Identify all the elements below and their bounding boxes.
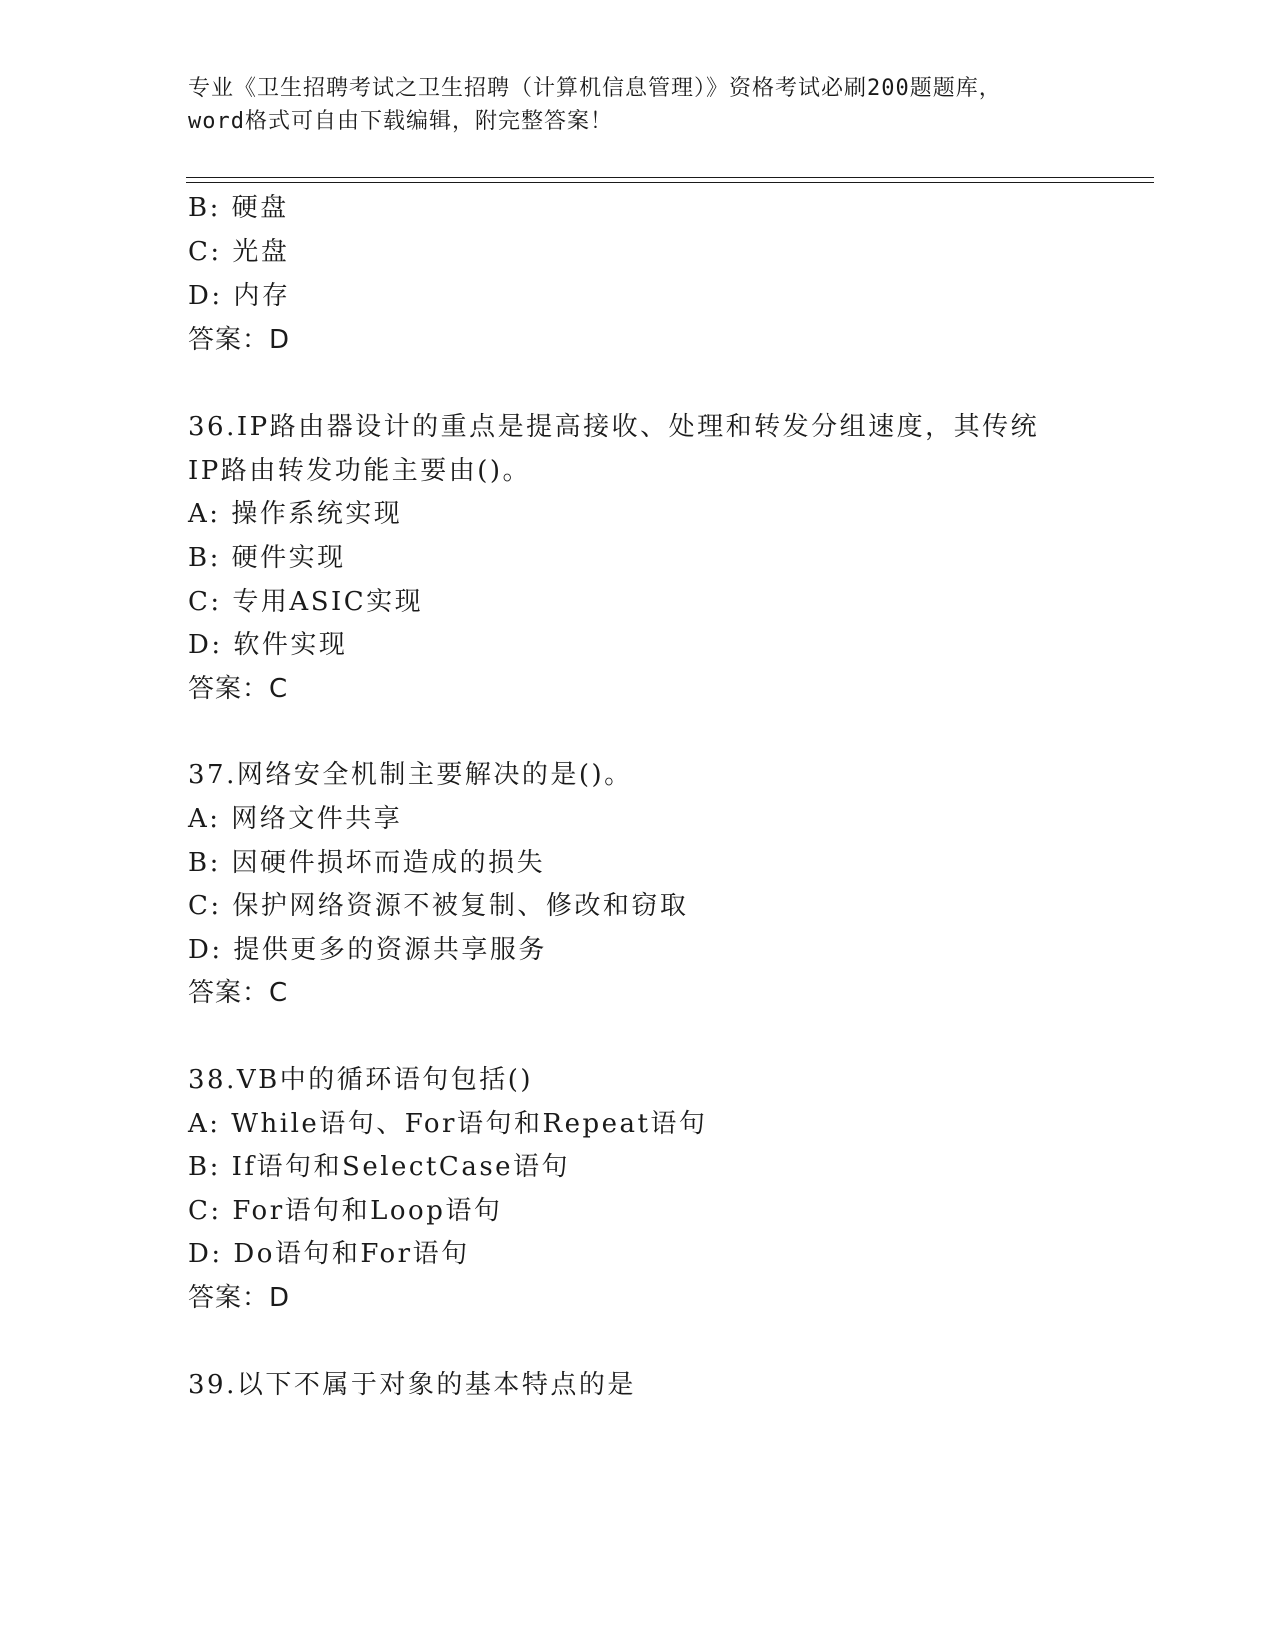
q35-answer: 答案：D bbox=[188, 325, 291, 355]
q37-option-a: A: 网络文件共享 bbox=[188, 804, 403, 834]
q37-answer: 答案：C bbox=[188, 978, 289, 1008]
q38-answer: 答案：D bbox=[188, 1283, 291, 1313]
q37-option-d: D: 提供更多的资源共享服务 bbox=[188, 935, 547, 965]
q38-option-d: D: Do语句和For语句 bbox=[188, 1239, 470, 1269]
q38-option-c: C: For语句和Loop语句 bbox=[188, 1196, 503, 1226]
q38-stem: 38.VB中的循环语句包括() bbox=[188, 1065, 534, 1095]
q36-option-a: A: 操作系统实现 bbox=[188, 499, 403, 529]
q38-option-b: B: If语句和SelectCase语句 bbox=[188, 1152, 571, 1182]
q35-option-d: D: 内存 bbox=[188, 281, 291, 311]
header-divider-bottom bbox=[186, 182, 1154, 183]
document-header bbox=[188, 72, 1088, 138]
q35-option-b: B: 硬盘 bbox=[188, 193, 289, 223]
header-divider-top bbox=[186, 177, 1154, 178]
q37-stem: 37.网络安全机制主要解决的是()。 bbox=[188, 760, 633, 790]
q37-option-b: B: 因硬件损坏而造成的损失 bbox=[188, 848, 546, 878]
q36-option-d: D: 软件实现 bbox=[188, 630, 348, 660]
q36-stem-line-2: IP路由转发功能主要由()。 bbox=[188, 456, 532, 486]
q39-stem: 39.以下不属于对象的基本特点的是 bbox=[188, 1370, 636, 1400]
header-title-line-2: word格式可自由下载编辑，附完整答案！ bbox=[188, 109, 613, 134]
q35-option-c: C: 光盘 bbox=[188, 237, 290, 267]
q36-option-b: B: 硬件实现 bbox=[188, 543, 346, 573]
q37-option-c: C: 保护网络资源不被复制、修改和窃取 bbox=[188, 891, 689, 921]
q38-option-a: A: While语句、For语句和Repeat语句 bbox=[188, 1109, 708, 1139]
q36-option-c: C: 专用ASIC实现 bbox=[188, 587, 424, 617]
q36-answer: 答案：C bbox=[188, 674, 289, 704]
header-title-line-1: 专业《卫生招聘考试之卫生招聘（计算机信息管理）》资格考试必刷200题题库， bbox=[188, 76, 1002, 101]
q36-stem-line-1: 36.IP路由器设计的重点是提高接收、处理和转发分组速度，其传统 bbox=[188, 412, 1040, 442]
